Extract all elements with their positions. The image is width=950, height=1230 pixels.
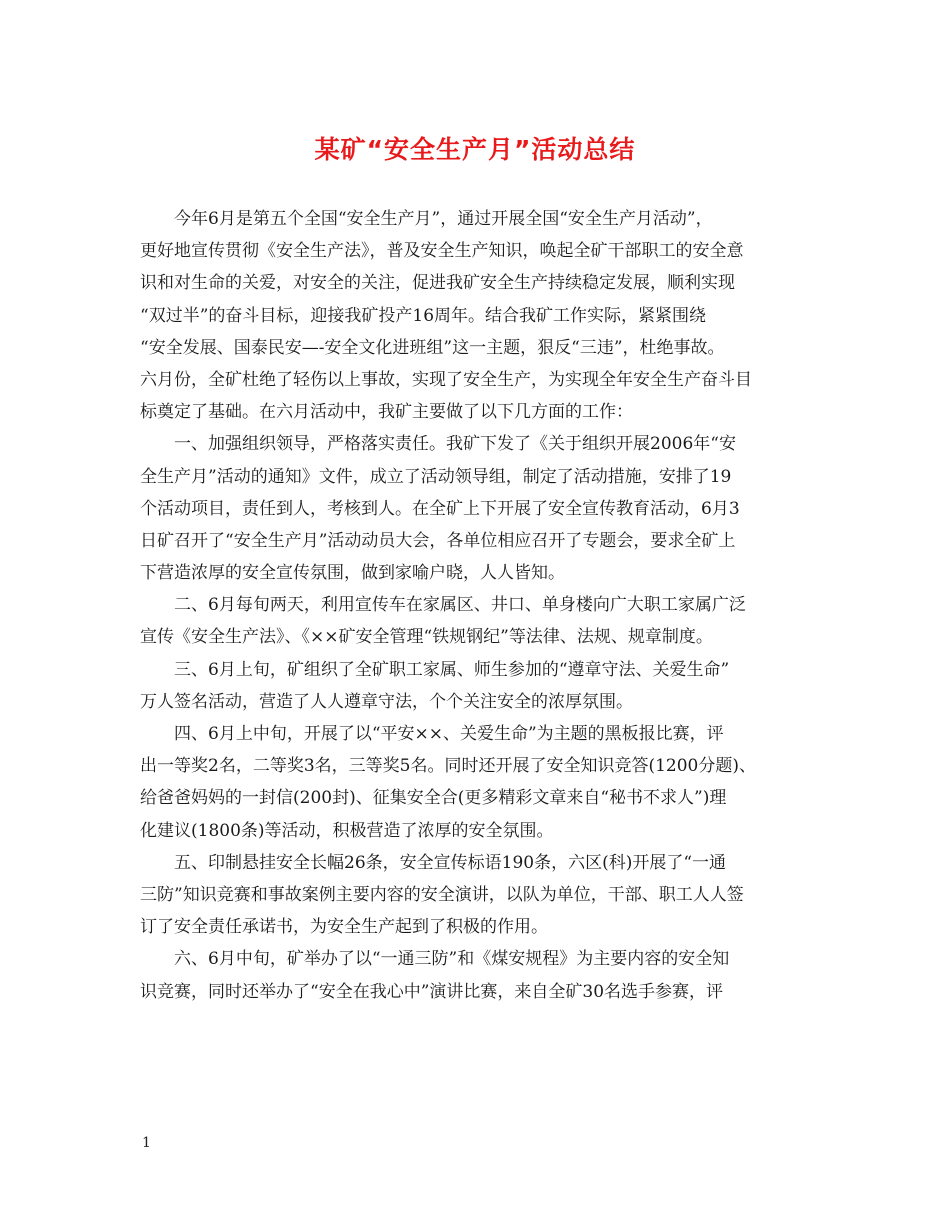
- text-line: 万人签名活动，营造了人人遵章守法，个个关注安全的浓厚氛围。: [140, 691, 633, 712]
- text-line: 识和对生命的关爱，对安全的关注，促进我矿安全生产持续稳定发展，顺利实现: [140, 273, 735, 294]
- document-title: 某矿“安全生产月”活动总结: [314, 135, 636, 164]
- text-line: 全生产月”活动的通知》文件，成立了活动领导组，制定了活动措施，安排了19: [140, 466, 732, 487]
- text-line: 三、6月上旬，矿组织了全矿职工家属、师生参加的“遵章守法、关爱生命”: [174, 659, 730, 680]
- text-line: 下营造浓厚的安全宣传氛围，做到家喻户晓，人人皆知。: [140, 563, 565, 584]
- text-line: 化建议(1800条)等活动，积极营造了浓厚的安全氛围。: [140, 820, 554, 841]
- text-line: 更好地宣传贯彻《安全生产法》，普及安全生产知识，唤起全矿干部职工的安全意: [140, 241, 744, 262]
- text-line: 三防”知识竞赛和事故案例主要内容的安全演讲，以队为单位，干部、职工人人签: [140, 884, 744, 905]
- text-line: 二、6月每旬两天，利用宣传车在家属区、井口、单身楼向广大职工家属广泛: [174, 595, 746, 616]
- text-line: 今年6月是第五个全国“安全生产月”，通过开展全国“安全生产月活动”，: [174, 209, 713, 229]
- document-body: [140, 203, 812, 1008]
- text-line: 出一等奖2名，二等奖3名，三等奖5名。同时还开展了安全知识竞答(1200分题)、: [140, 756, 756, 777]
- text-line: 识竞赛，同时还举办了“安全在我心中”演讲比赛，来自全矿30名选手参赛，评: [140, 981, 724, 1002]
- text-line: “安全发展、国泰民安—-安全文化进班组”这一主题，狠反“三违”，杜绝事故。: [140, 337, 725, 358]
- text-line: 标奠定了基础。在六月活动中，我矿主要做了以下几方面的工作：: [140, 402, 633, 423]
- text-line: 六月份，全矿杜绝了轻伤以上事故，实现了安全生产，为实现全年安全生产奋斗目: [140, 369, 752, 390]
- page-number: 1: [142, 1135, 151, 1151]
- text-line: 五、印制悬挂安全长幅26条，安全宣传标语190条，六区(科)开展了“一通: [174, 852, 727, 873]
- text-line: 给爸爸妈妈的一封信(200封)、征集安全合(更多精彩文章来自“秘书不求人”)理: [140, 788, 727, 809]
- text-line: 日矿召开了“安全生产月”活动动员大会，各单位相应召开了专题会，要求全矿上: [140, 530, 736, 551]
- text-line: 四、6月上中旬，开展了以“平安××、关爱生命”为主题的黑板报比赛，评: [174, 724, 724, 744]
- text-line: 订了安全责任承诺书，为安全生产起到了积极的作用。: [140, 917, 548, 938]
- text-line: 一、加强组织领导，严格落实责任。我矿下发了《关于组织开展2006年“安: [174, 434, 736, 455]
- text-line: 宣传《安全生产法》、《××矿安全管理“铁规钢纪”等法律、法规、规章制度。: [140, 627, 713, 648]
- text-line: 六、6月中旬，矿举办了以“一通三防”和《煤安规程》为主要内容的安全知: [174, 949, 730, 970]
- text-line: “双过半”的奋斗目标，迎接我矿投产16周年。结合我矿工作实际，紧紧围绕: [140, 305, 707, 326]
- text-line: 个活动项目，责任到人，考核到人。在全矿上下开展了安全宣传教育活动，6月3: [140, 498, 740, 519]
